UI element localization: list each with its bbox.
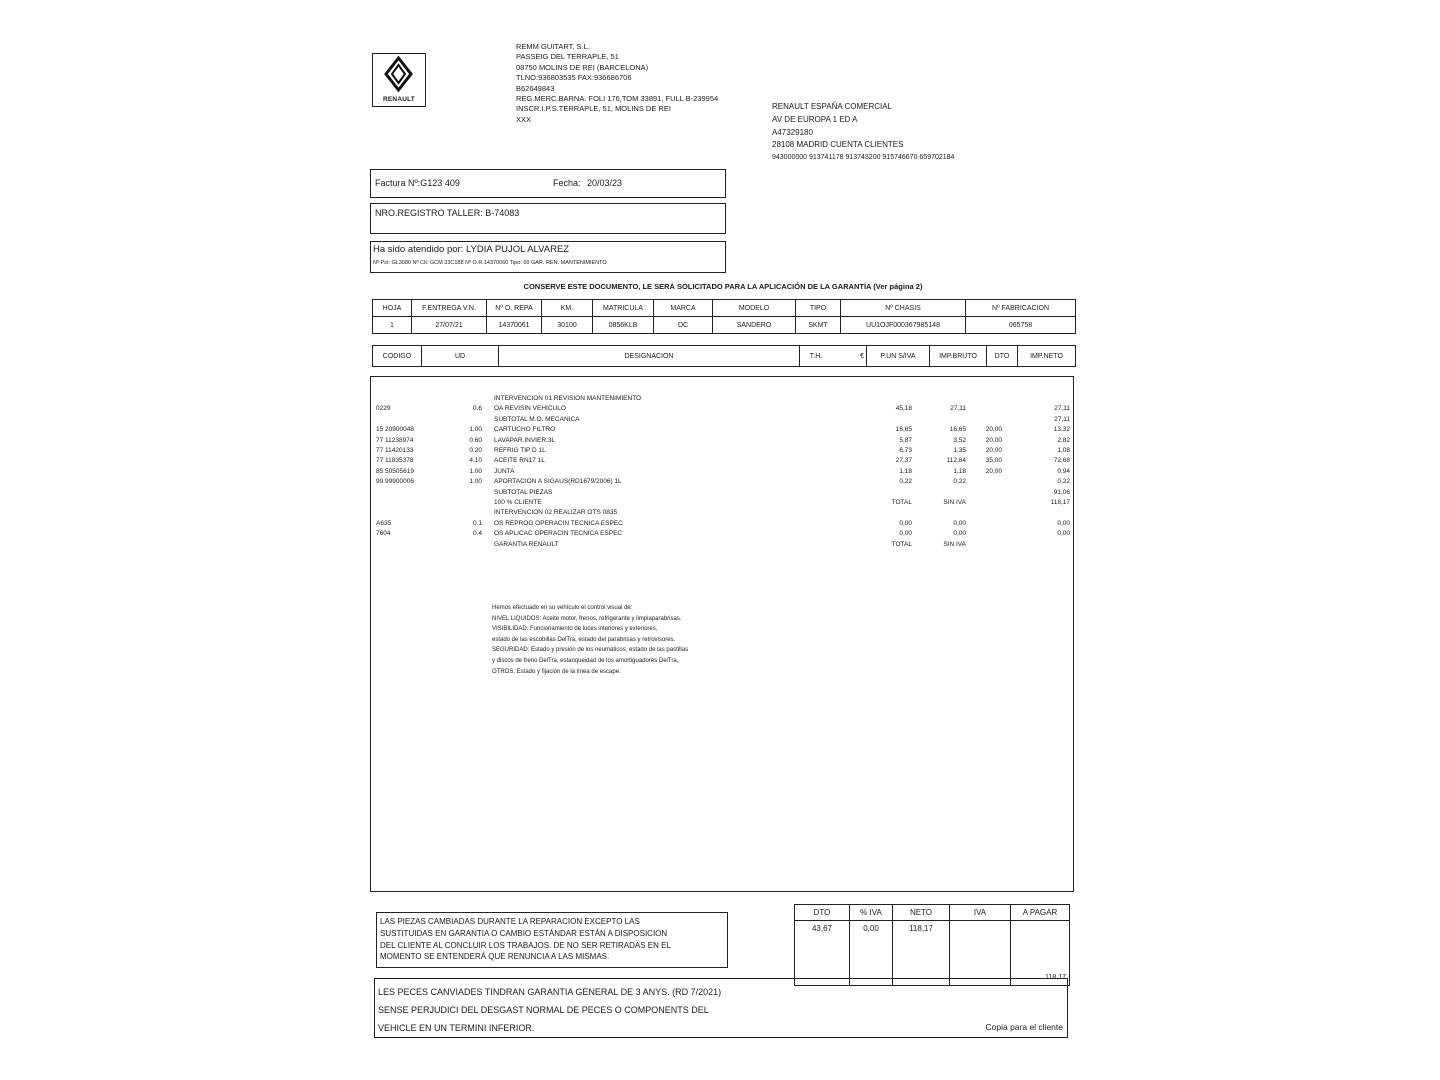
total-neto: 118,17 bbox=[893, 921, 950, 986]
item-ud: 0.6 bbox=[472, 405, 482, 413]
item-neto: 91,06 bbox=[1053, 488, 1070, 496]
vehicle-header: MODELO bbox=[713, 300, 796, 317]
vehicle-value: UU1OJF000367985148 bbox=[841, 317, 966, 334]
item-row bbox=[0, 478, 1440, 488]
totals-value-row bbox=[795, 921, 1070, 986]
item-ud: 1.00 bbox=[469, 467, 482, 475]
total-a-pagar: 118,17 bbox=[1011, 921, 1070, 986]
totals-header-row bbox=[795, 905, 1070, 921]
registry-number: NRO.REGISTRO TALLER: B-74083 bbox=[375, 208, 520, 218]
vehicle-header: KM. bbox=[542, 300, 593, 317]
item-bruto: 112,84 bbox=[946, 457, 966, 465]
item-pun: 0,22 bbox=[899, 478, 912, 486]
item-pun: 0,00 bbox=[899, 530, 912, 538]
item-dto: 20,00 bbox=[985, 436, 1002, 444]
items-header: IMP.BRUTO bbox=[930, 346, 987, 367]
item-row bbox=[0, 437, 1440, 447]
checklist-line: NIVEL LIQUIDOS: Aceite motor, frenos, refrigerante y limpiaparabrisas. bbox=[492, 615, 682, 622]
parts-notice-box bbox=[376, 912, 728, 968]
total-dto: 43,67 bbox=[795, 921, 850, 986]
item-row bbox=[0, 416, 1440, 426]
parts-notice-line: DEL CLIENTE AL CONCLUIR LOS TRABAJOS. DE NO SER RETIRADAS EN EL bbox=[380, 940, 671, 950]
item-code: A635 bbox=[376, 519, 392, 527]
vehicle-value: SANDERO bbox=[713, 317, 796, 334]
item-pun: 16,65 bbox=[895, 426, 912, 434]
item-neto: 27,11 bbox=[1054, 405, 1070, 413]
client-line: A47329180 bbox=[772, 127, 813, 137]
checklist-line: SEGURIDAD: Estado y presión de los neumáticos, estado de las pastillas bbox=[492, 647, 689, 654]
vehicle-value: DC bbox=[654, 317, 713, 334]
item-row bbox=[0, 530, 1440, 540]
checklist-line: Hemos efectuado en su vehículo el control visual de: bbox=[492, 605, 633, 611]
company-line: REG.MERC.BARNA. FOLI 176,TOM 33891, FULL B-239954 bbox=[516, 94, 719, 104]
client-line: AV DE EUROPA 1 ED A bbox=[772, 114, 858, 124]
item-desc: 100 % CLIENTE bbox=[494, 499, 542, 506]
parts-notice-line: SUSTITUIDAS EN GARANTIA O CAMBIO ESTÁNDAR ESTÁN A DISPOSICION bbox=[380, 928, 668, 938]
item-bruto: SIN IVA bbox=[943, 499, 966, 506]
totals-header: A PAGAR bbox=[1011, 905, 1070, 921]
items-header: UD bbox=[422, 346, 499, 367]
item-row bbox=[0, 520, 1440, 530]
item-pun: 45,18 bbox=[895, 405, 912, 413]
item-pun: 1,18 bbox=[899, 467, 912, 475]
item-code: 15 20900048 bbox=[376, 426, 414, 434]
item-pun: 6,73 bbox=[899, 447, 912, 454]
item-neto: 0,00 bbox=[1057, 519, 1070, 527]
item-desc: SUBTOTAL PIEZAS bbox=[494, 488, 553, 496]
guarantee-line: LES PECES CANVIADES TINDRAN GARANTIA GENERAL DE 3 ANYS. (RD 7/2021) bbox=[378, 987, 722, 997]
renault-logo bbox=[372, 53, 426, 107]
item-desc: CARTUCHO FILTRO bbox=[494, 426, 556, 434]
item-bruto: 0,00 bbox=[953, 530, 966, 538]
items-header: CODIGO bbox=[373, 346, 422, 367]
item-code: 77 11238974 bbox=[376, 436, 414, 444]
vehicle-table bbox=[372, 299, 1076, 334]
guarantee-line: VEHICLE EN UN TERMINI INFERIOR. bbox=[378, 1023, 535, 1033]
item-neto: 0,00 bbox=[1057, 530, 1070, 538]
item-desc: REFRIG TIP D 1L bbox=[494, 447, 546, 454]
item-row bbox=[0, 457, 1440, 467]
item-desc: OA REVISIN VEHICULO bbox=[494, 405, 566, 413]
checklist-line: estado de las escobillas DelTra, estado del parabrisas y retrovisores. bbox=[492, 636, 676, 643]
item-bruto: 0,22 bbox=[953, 478, 966, 486]
vehicle-value: 14370061 bbox=[487, 317, 542, 334]
items-header: T.H. bbox=[800, 346, 833, 367]
vehicle-header: Nº FABRICACION bbox=[966, 300, 1076, 317]
item-pun: TOTAL bbox=[891, 540, 912, 548]
vehicle-header: MATRICULA bbox=[593, 300, 654, 317]
item-ud: 0.60 bbox=[469, 436, 482, 444]
vehicle-value: 0856KLB bbox=[593, 317, 654, 334]
item-row bbox=[0, 509, 1440, 519]
item-row bbox=[0, 541, 1440, 551]
item-desc: OS REPROG OPERACIN TECNICA ESPEC bbox=[494, 519, 623, 527]
item-bruto: SIN IVA bbox=[943, 540, 966, 548]
company-line: XXX bbox=[516, 114, 532, 124]
item-row bbox=[0, 499, 1440, 509]
parts-notice-line: MOMENTO SE ENTENDERÁ QUE RENUNCIA A LAS MISMAS. bbox=[380, 952, 610, 962]
vehicle-value-row bbox=[373, 317, 1076, 334]
item-desc: ACEITE RN17 1L bbox=[494, 457, 545, 465]
guarantee-box bbox=[374, 978, 1068, 1038]
vehicle-value: SKMT bbox=[796, 317, 841, 334]
item-neto: 0,94 bbox=[1057, 467, 1070, 475]
item-pun: 5,87 bbox=[899, 436, 912, 444]
item-neto: 118,17 bbox=[1050, 499, 1070, 506]
item-bruto: 1,18 bbox=[953, 467, 966, 475]
renault-diamond-icon bbox=[373, 54, 424, 94]
item-neto: 72,68 bbox=[1053, 457, 1070, 465]
attended-by: Ha sido atendido por: LYDIA PUJOL ALVAREZ bbox=[373, 244, 570, 255]
item-row bbox=[0, 489, 1440, 499]
checklist bbox=[492, 603, 688, 677]
items-header-table bbox=[372, 345, 1076, 367]
item-ud: 0.1 bbox=[472, 519, 482, 527]
invoice-number: Factura Nº:G123 409 bbox=[375, 178, 460, 188]
item-ud: 0.20 bbox=[469, 447, 482, 454]
item-dto: 20,00 bbox=[985, 426, 1002, 434]
vehicle-value: 27/07/21 bbox=[412, 317, 487, 334]
vehicle-header: TIPO bbox=[796, 300, 841, 317]
item-desc: OS APLICAC OPERACIN TECNICA ESPEC bbox=[494, 530, 623, 538]
company-line: PASSEIG DEL TERRAPLE, 51 bbox=[516, 52, 619, 62]
totals-header: DTO bbox=[795, 905, 850, 921]
company-line: B62649843 bbox=[516, 83, 555, 93]
vehicle-header: MARCA bbox=[654, 300, 713, 317]
item-desc: JUNTA bbox=[494, 467, 515, 475]
vehicle-value: 065758 bbox=[966, 317, 1076, 334]
checklist-line: OTROS: Estado y fijación de la línea de escape. bbox=[492, 668, 621, 675]
item-ud: 0.4 bbox=[472, 530, 482, 538]
invoice-date: 20/03/23 bbox=[587, 178, 623, 188]
vehicle-header: Nº CHASIS bbox=[841, 300, 966, 317]
totals-header: NETO bbox=[893, 905, 950, 921]
item-row bbox=[0, 405, 1440, 415]
item-row bbox=[0, 426, 1440, 436]
item-code: 85 50505619 bbox=[376, 467, 414, 475]
items-header: IMP.NETO bbox=[1018, 346, 1076, 367]
vehicle-value: 1 bbox=[373, 317, 412, 334]
item-bruto: 0,00 bbox=[953, 519, 966, 527]
items-header: P.UN S/IVA bbox=[867, 346, 930, 367]
client-line: 943000000 913741178 913743200 915746670 659702184 bbox=[772, 154, 955, 162]
item-code: 99 99900006 bbox=[376, 478, 414, 486]
item-dto: 20,00 bbox=[985, 447, 1002, 454]
item-pun: 0,00 bbox=[899, 519, 912, 527]
checklist-line: VISIBILIDAD: Funcionamiento de luces interiores y exteriores, bbox=[492, 626, 658, 633]
item-desc: INTERVENCION 02 REALIZAR OTS 0835 bbox=[494, 509, 618, 517]
item-bruto: 1,35 bbox=[953, 447, 966, 454]
item-bruto: 27,11 bbox=[950, 405, 966, 413]
item-neto: 0,22 bbox=[1057, 478, 1070, 486]
item-desc: LAVAPAR.INVIER.3L bbox=[494, 436, 556, 444]
total-iva-pct: 0,00 bbox=[850, 921, 893, 986]
attended-box bbox=[370, 241, 726, 273]
company-line: TLNO:936803535 FAX:936686706 bbox=[516, 73, 632, 83]
invoice-number-box bbox=[370, 169, 726, 198]
copy-label: Copia para el cliente bbox=[985, 1022, 1063, 1032]
totals-header: IVA bbox=[950, 905, 1011, 921]
item-code: 77 11835378 bbox=[376, 457, 414, 465]
item-neto: 27,11 bbox=[1054, 415, 1070, 423]
item-pun: 27,37 bbox=[895, 457, 912, 465]
items-header: DTO bbox=[987, 346, 1018, 367]
item-neto: 13,32 bbox=[1053, 426, 1070, 434]
client-line: RENAULT ESPAÑA COMERCIAL bbox=[772, 102, 893, 111]
item-dto: 35,00 bbox=[985, 457, 1002, 465]
item-neto: 1,08 bbox=[1057, 447, 1070, 454]
item-pun: TOTAL bbox=[891, 499, 912, 506]
item-row bbox=[0, 468, 1440, 478]
company-line: 08750 MOLINS DE REI (BARCELONA) bbox=[516, 62, 649, 72]
item-row bbox=[0, 395, 1440, 405]
item-ud: 1.00 bbox=[469, 478, 482, 486]
item-desc: INTERVENCION 01 REVISION MANTENIMIENTO bbox=[494, 395, 642, 402]
items-header: € bbox=[832, 346, 867, 367]
item-desc: APORTACION A SIGAUS(RD1679/2006) 1L bbox=[494, 478, 622, 486]
item-code: 0229 bbox=[376, 405, 391, 413]
item-bruto: 16,65 bbox=[949, 426, 966, 434]
company-address bbox=[516, 42, 718, 125]
vehicle-header: F.ENTREGA V.N. bbox=[412, 300, 487, 317]
vehicle-header: HOJA bbox=[373, 300, 412, 317]
company-line: INSCR.I.P.S.TERRAPLE, 51, MOLINS DE REI bbox=[516, 104, 671, 114]
items-header-row bbox=[373, 346, 1076, 367]
item-bruto: 3,52 bbox=[953, 436, 966, 444]
parts-notice-line: LAS PIEZAS CAMBIADAS DURANTE LA REPARACION EXCEPTO LAS bbox=[380, 917, 640, 926]
vehicle-header-row bbox=[373, 300, 1076, 317]
conserve-notice: CONSERVE ESTE DOCUMENTO, LE SERÁ SOLICITADO PARA LA APLICACIÓN DE LA GARANTÍA (Ver página 2) bbox=[523, 282, 923, 291]
item-desc: SUBTOTAL M.O. MECANICA bbox=[494, 415, 580, 423]
item-dto: 20,00 bbox=[985, 467, 1002, 475]
registry-box bbox=[370, 203, 726, 234]
client-line: 28108 MADRID CUENTA CLIENTES bbox=[772, 140, 904, 150]
totals-table bbox=[794, 904, 1070, 986]
item-code: 7604 bbox=[376, 530, 391, 538]
company-line: REMM GUITART, S.L. bbox=[516, 42, 590, 51]
guarantee-line: SENSE PERJUDICI DEL DESGAST NORMAL DE PECES O COMPONENTS DEL bbox=[378, 1005, 709, 1015]
totals-header: % IVA bbox=[850, 905, 893, 921]
client-address bbox=[772, 101, 954, 165]
vehicle-header: Nº O. REPA bbox=[487, 300, 542, 317]
item-neto: 2,82 bbox=[1057, 436, 1070, 444]
vehicle-value: 30100 bbox=[542, 317, 593, 334]
total-iva bbox=[950, 921, 1011, 986]
items-header: DESIGNACION bbox=[499, 346, 800, 367]
item-ud: 1.00 bbox=[469, 426, 482, 434]
invoice-date-label: Fecha: bbox=[553, 178, 581, 188]
reference-line: Nº Pst: GL3080 Nº Clt: GCM 33C188 Nº O.R.14370060 Tipo: 69 GAR. REN. MANTENIMIENTO bbox=[373, 260, 607, 266]
checklist-line: y discos de freno DelTra, estanqueidad de los amortiguadores DelTra, bbox=[492, 657, 679, 664]
item-code: 77 11420133 bbox=[376, 447, 414, 454]
item-row bbox=[0, 447, 1440, 457]
item-desc: GARANTIA RENAULT bbox=[494, 540, 559, 548]
item-ud: 4.10 bbox=[469, 457, 482, 465]
logo-text: RENAULT bbox=[383, 96, 415, 103]
